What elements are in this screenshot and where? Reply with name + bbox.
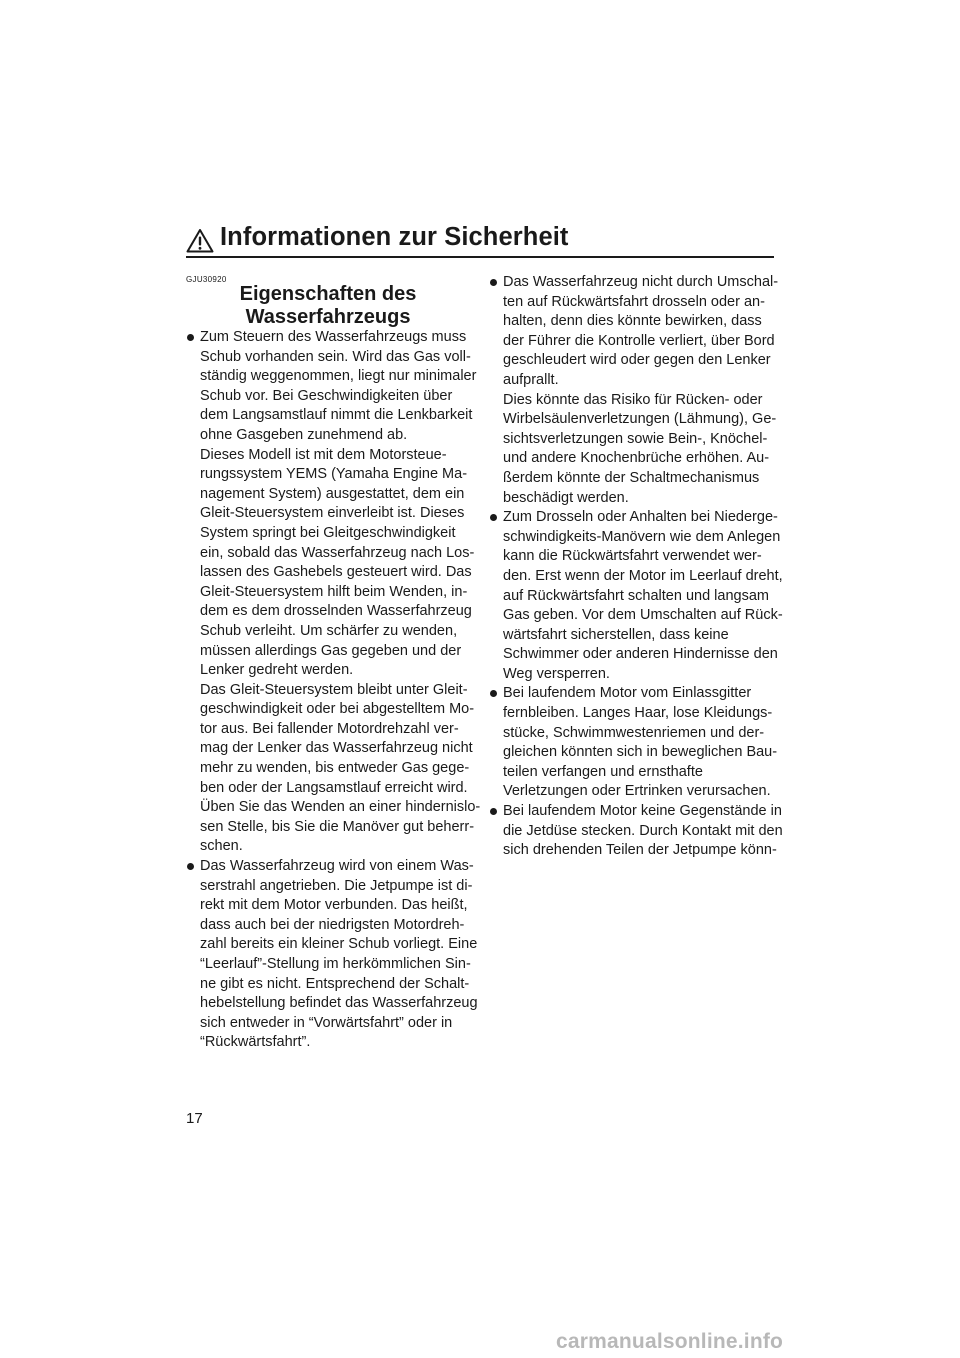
text-line: ten auf Rückwärtsfahrt drosseln oder an- xyxy=(503,293,765,310)
text-line: geschleudert wird oder gegen den Lenker xyxy=(503,352,771,369)
text-line: “Leerlauf”-Stellung im herkömmlichen Sin- xyxy=(200,956,471,972)
text-line: rungssystem YEMS (Yamaha Engine Ma- xyxy=(200,466,468,483)
text-line: Zum Drosseln oder Anhalten bei Niederge- xyxy=(503,509,778,526)
bullet-item xyxy=(186,857,478,1053)
text-line: dem Langsamstlauf nimmt die Lenkbarkeit xyxy=(200,407,473,424)
text-line: dass auch bei der niedrigsten Motordreh- xyxy=(200,916,465,933)
text-line: “Rückwärtsfahrt”. xyxy=(200,1034,311,1051)
text-line: Gleit-Steuersystem hilft beim Wenden, in- xyxy=(200,583,468,600)
text-line: Schub vorhanden sein. Wird das Gas voll- xyxy=(200,348,471,365)
text-line: Bei laufendem Motor keine Gegenstände in xyxy=(503,803,782,820)
bullet-dot-icon xyxy=(490,279,497,286)
text-line: Dieses Modell ist mit dem Motorsteue- xyxy=(200,446,447,463)
text-line: hebelstellung befindet das Wasserfahrzeug xyxy=(200,995,478,1012)
text-line: ständig weggenommen, liegt nur minimaler xyxy=(200,368,477,385)
text-line: müssen allerdings Gas gegeben und der xyxy=(200,642,462,659)
text-line: Schwimmer oder anderen Hindernisse den xyxy=(503,646,778,663)
section-title-line: Eigenschaften des xyxy=(239,283,417,305)
section-code: GJU30920 xyxy=(186,275,227,284)
text-line: geschwindigkeit oder bei abgestelltem Mo- xyxy=(200,701,475,718)
text-line: die Jetdüse stecken. Durch Kontakt mit den xyxy=(503,822,783,839)
text-line: Das Wasserfahrzeug nicht durch Umschal- xyxy=(503,274,779,290)
text-line: beschädigt werden. xyxy=(503,489,629,506)
page-title: Informationen zur Sicherheit xyxy=(220,223,569,251)
bullet-dot-icon xyxy=(490,808,497,815)
text-line: Lenker gedreht werden. xyxy=(200,662,354,679)
bullet-item xyxy=(489,508,783,684)
text-line: sich drehenden Teilen der Jetpumpe könn- xyxy=(503,842,777,859)
bullet-dot-icon xyxy=(490,514,497,521)
text-line: Schub vor. Bei Geschwindigkeiten über xyxy=(200,387,453,404)
section-title xyxy=(200,283,456,329)
text-line: nagement System) ausgestattet, dem ein xyxy=(200,485,465,502)
text-line: Gas geben. Vor dem Umschalten auf Rück- xyxy=(503,607,783,624)
text-line: Schub verleiht. Um schärfer zu wenden, xyxy=(200,622,458,639)
text-line: stücke, Schwimmwestenriemen und der- xyxy=(503,724,765,741)
text-line: Dies könnte das Risiko für Rücken- oder xyxy=(503,391,763,408)
text-line: sen Stelle, bis Sie die Manöver gut beherr- xyxy=(200,818,475,835)
text-line: ohne Gasgeben zunehmend ab. xyxy=(200,426,408,443)
text-line: aufprallt. xyxy=(503,371,559,388)
bullet-dot-icon xyxy=(187,863,194,870)
text-line: Gleit-Steuersystem einverleibt ist. Dieses xyxy=(200,505,465,522)
text-line: gleichen könnten sich in beweglichen Bau- xyxy=(503,744,778,761)
text-line: schen. xyxy=(200,838,243,855)
page-header xyxy=(186,224,774,258)
text-line: fernbleiben. Langes Haar, lose Kleidungs- xyxy=(503,705,773,722)
section-title-line: Wasserfahrzeugs xyxy=(245,306,411,328)
text-line: mag der Lenker das Wasserfahrzeug nicht xyxy=(200,740,473,757)
bullet-item xyxy=(489,802,783,861)
page-number: 17 xyxy=(186,1110,203,1127)
bullet-dot-icon xyxy=(490,690,497,697)
text-line: kann die Rückwärtsfahrt verwendet wer- xyxy=(503,548,762,565)
right-column xyxy=(489,273,783,861)
text-line: der Führer die Kontrolle verliert, über Bord xyxy=(503,332,775,349)
text-line: ne gibt es nicht. Entsprechend der Schalt- xyxy=(200,975,470,992)
text-line: den. Erst wenn der Motor im Leerlauf dreht, xyxy=(503,567,783,584)
text-line: auf Rückwärtsfahrt schalten und langsam xyxy=(503,587,769,604)
text-line: schwindigkeits-Manövern wie dem Anlegen xyxy=(503,528,781,545)
bullet-item xyxy=(489,684,778,802)
text-line: Bei laufendem Motor vom Einlassgitter xyxy=(503,685,752,702)
text-line: tor aus. Bei fallender Motordrehzahl ver- xyxy=(200,720,459,737)
text-line: Das Wasserfahrzeug wird von einem Was- xyxy=(200,858,474,875)
text-line: System springt bei Gleitgeschwindigkeit xyxy=(200,524,456,541)
text-line: mehr zu wenden, bis entweder Gas gege- xyxy=(200,760,470,777)
text-line: ben oder der Langsamstlauf erreicht wird. xyxy=(200,779,468,796)
text-line: Das Gleit-Steuersystem bleibt unter Gleit- xyxy=(200,681,468,698)
text-line: Wirbelsäulenverletzungen (Lähmung), Ge- xyxy=(503,411,777,428)
watermark: carmanualsonline.info xyxy=(556,1330,784,1353)
text-line: Verletzungen oder Ertrinken verursachen. xyxy=(503,783,771,800)
text-line: zahl bereits ein kleiner Schub vorliegt. Eine xyxy=(200,936,478,953)
text-line: Üben Sie das Wenden an einer hindernislo- xyxy=(200,799,481,816)
text-line: halten, denn dies könnte bewirken, dass xyxy=(503,313,762,330)
warning-triangle-icon xyxy=(186,228,214,253)
text-line: lassen des Gashebels gesteuert wird. Das xyxy=(200,564,472,581)
text-line: rekt mit dem Motor verbunden. Das heißt, xyxy=(200,897,468,914)
text-line: Weg versperren. xyxy=(503,665,610,682)
text-line: serstrahl angetrieben. Die Jetpumpe ist di- xyxy=(200,877,473,894)
text-line: sichtsverletzungen sowie Bein-, Knöchel- xyxy=(503,430,768,447)
text-line: ßerdem könnte der Schaltmechanismus xyxy=(503,469,760,486)
bullet-dot-icon xyxy=(187,334,194,341)
text-line: und andere Knochenbrüche erhöhen. Au- xyxy=(503,450,770,467)
text-line: Zum Steuern des Wasserfahrzeugs muss xyxy=(200,329,467,345)
text-line: sich entweder in “Vorwärtsfahrt” oder in xyxy=(200,1014,453,1031)
text-line: teilen verfangen und ernsthafte xyxy=(503,763,703,780)
text-line: dem es dem drosselnden Wasserfahrzeug xyxy=(200,603,472,620)
left-column xyxy=(186,328,481,1053)
text-line: wärtsfahrt sicherstellen, dass keine xyxy=(503,626,729,643)
bullet-item xyxy=(186,328,481,857)
bullet-item xyxy=(489,273,779,508)
text-line: ein, sobald das Wasserfahrzeug nach Los- xyxy=(200,544,475,561)
